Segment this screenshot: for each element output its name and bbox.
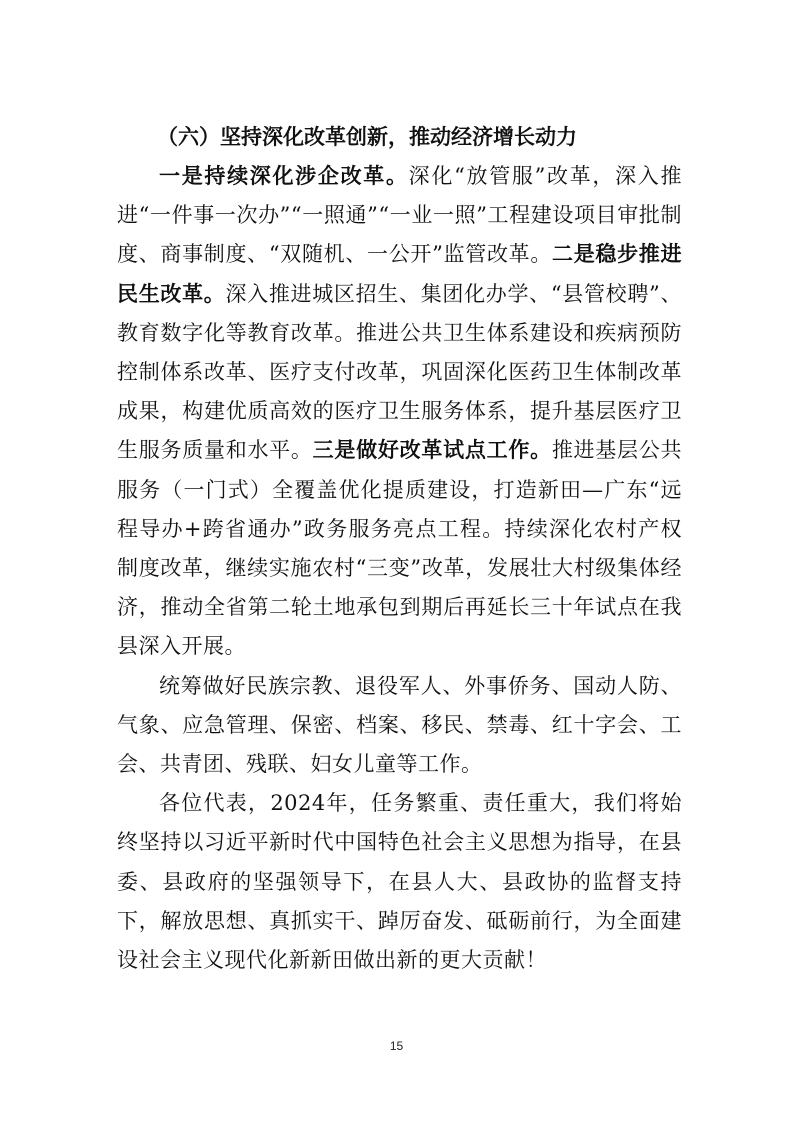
page-number: 15 bbox=[389, 1039, 404, 1053]
lead-enterprise-reform: 一是持续深化涉企改革。 bbox=[159, 164, 409, 188]
text-livelihood-reform: 深入推进城区招生、集团化办学、“县管校聘”、教育数字化等教育改革。推进公共卫生体系建设和疾病预防控制体系改革、医疗支付改革，巩固深化医药卫生体制改革成果，构建优质高效的医疗卫生服务体系，提升基层医疗卫生服务质量和水平。 bbox=[117, 281, 682, 463]
paragraph-closing: 各位代表，2024年，任务繁重、责任重大，我们将始终坚持以习近平新时代中国特色社会主义思想为指导，在县委、县政府的坚强领导下，在县人大、县政协的监督支持下，解放思想、真抓实干、踔厉奋发、砥砺前行，为全面建设社会主义现代化新新田做出新的更大贡献！ bbox=[117, 791, 682, 973]
section-heading: （六）坚持深化改革创新，推动经济增长动力 bbox=[157, 125, 577, 149]
text-pilot-reform: 推进基层公共服务（一门式）全覆盖优化提质建设，打造新田—广东“远程导办+跨省通办”政务服务亮点工程。持续深化农村产权制度改革，继续实施农村“三变”改革，发展壮大村级集体经济，推动全省第二轮土地承包到期后再延长三十年试点在我县深入开展。 bbox=[117, 438, 683, 659]
paragraph-coordination: 统筹做好民族宗教、退役军人、外事侨务、国动人防、气象、应急管理、保密、档案、移民、禁毒、红十字会、工会、共青团、残联、妇女儿童等工作。 bbox=[117, 673, 682, 777]
lead-pilot-reform: 三是做好改革试点工作。 bbox=[312, 438, 552, 463]
lead-livelihood-reform: 二是稳步推进民生改革。 bbox=[117, 242, 682, 306]
paragraph-reform-tasks bbox=[117, 157, 682, 667]
document-body bbox=[117, 118, 682, 980]
text-enterprise-reform: 深化“放管服”改革，深入推进“一件事一次办”“一照通”“一业一照”工程建设项目审批制度、商事制度、“双随机、一公开”监管改革。 bbox=[117, 164, 682, 267]
